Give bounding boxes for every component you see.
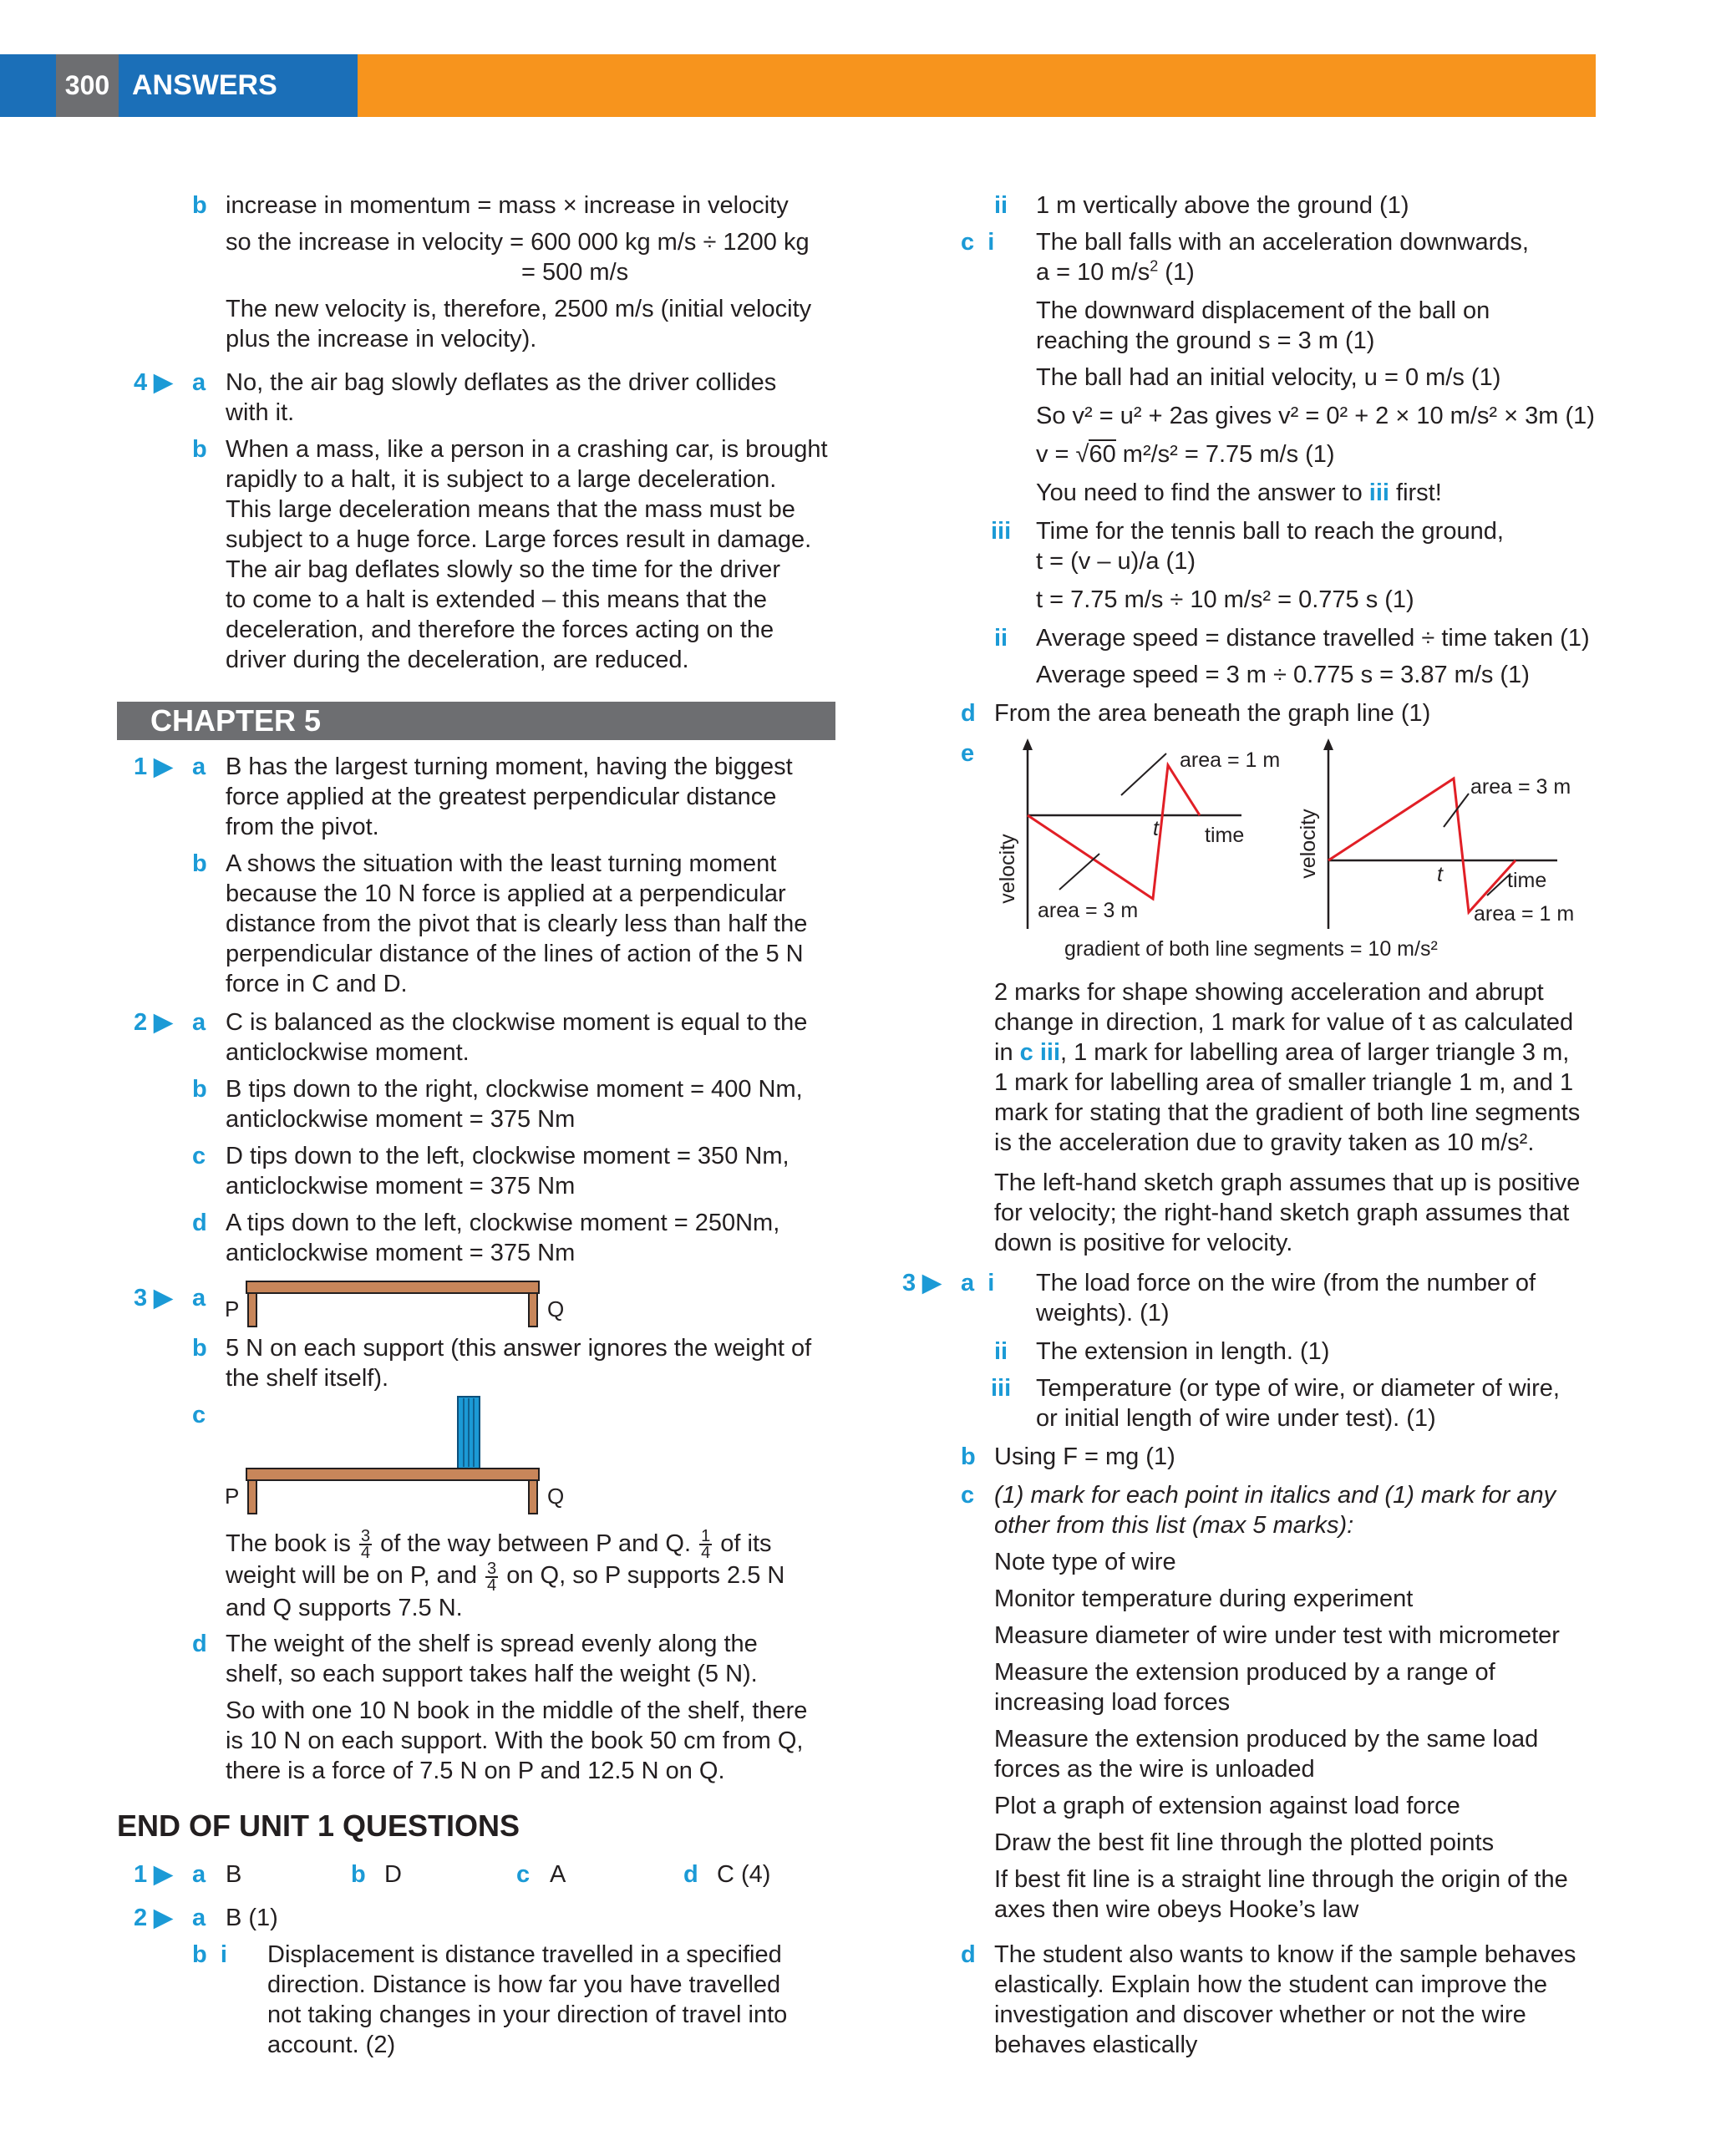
right-graph [1297, 738, 1574, 929]
series-line [1028, 765, 1200, 899]
item-label: a i [961, 1270, 995, 1296]
support-q [529, 1293, 537, 1327]
t-label: t [1437, 863, 1443, 886]
list-item: Measure the extension produced by a range of increasing load forces [994, 1659, 1495, 1716]
item-label: iii [991, 518, 1012, 545]
graph-caption: gradient of both line segments = 10 m/s² [1064, 937, 1438, 961]
arrow-icon [1023, 738, 1033, 750]
label-q: Q [547, 1296, 565, 1322]
answer-text: The ball had an initial velocity, u = 0 m/s (1) [1036, 364, 1501, 391]
label-p: P [225, 1296, 240, 1322]
x-axis-label: time [1205, 824, 1245, 847]
item-label: a [192, 1861, 206, 1888]
item-label: d [192, 1210, 207, 1236]
answer-text: B [226, 1861, 242, 1888]
list-item: Plot a graph of extension against load force [994, 1793, 1460, 1819]
list-item: If best fit line is a straight line through the origin of the axes then wire obeys Hooke’s law [994, 1866, 1568, 1923]
answer-text: The load force on the wire (from the number of weights). (1) [1036, 1270, 1536, 1327]
answer-text: The new velocity is, therefore, 2500 m/s (initial velocity plus the increase in velocity). [226, 296, 812, 353]
answer-text: A shows the situation with the least turning moment because the 10 N force is applied at a perpendicular distance from the pivot that is clearly less than half the perpendicular distance of the lines of action of the 5 N force in C and D. [226, 850, 808, 997]
list-item: Measure the extension produced by the same load forces as the wire is unloaded [994, 1726, 1539, 1783]
arrow-icon [1323, 738, 1333, 750]
answer-text: The extension in length. (1) [1036, 1338, 1330, 1365]
answer-text: D [384, 1861, 402, 1888]
answer-text: A tips down to the left, clockwise moment = 250Nm, anticlockwise moment = 375 Nm [226, 1210, 780, 1266]
answer-text: Displacement is distance travelled in a specified direction. Distance is how far you have travelled not taking changes in your direction of travel into account. (2) [267, 1941, 788, 2058]
label-q: Q [547, 1484, 565, 1509]
item-label: a [192, 753, 206, 780]
page-title: ANSWERS [132, 69, 277, 101]
item-label: c [192, 1402, 206, 1428]
answer-text: The book is $\frac{3}{4}$ of the way between P and Q. $\frac{1}{4}$ of its weight will be on P, and $\frac{3}{4}$ on Q, so P supports 2.5 N and Q supports 7.5 N. [226, 1527, 785, 1621]
shelf-plank [246, 1469, 539, 1480]
item-label: iii [991, 1375, 1012, 1402]
answer-text: From the area beneath the graph line (1) [994, 700, 1431, 727]
answer-text: v = √60 m²/s² = 7.75 m/s (1) [1036, 441, 1335, 468]
list-item: Monitor temperature during experiment [994, 1585, 1414, 1612]
answer-text: The ball falls with an acceleration downwards, a = 10 $m/s^2$ (1) [1036, 229, 1529, 286]
answer-text: (1) mark for each point in italics and (1) mark for any other from this list (max 5 marks): [994, 1482, 1556, 1539]
x-axis-label: time [1507, 869, 1547, 892]
answer-text: The weight of the shelf is spread evenly along the shelf, so each support takes half the weight (5 N). [226, 1631, 758, 1687]
answer-text: increase in momentum = mass × increase in velocity [226, 192, 789, 219]
answer-text: So with one 10 N book in the middle of the shelf, there is 10 N on each support. With the book 50 cm from Q, there is a force of 7.5 N on P and 12.5 N on Q. [226, 1697, 808, 1784]
question-number: 3 ▶ [902, 1270, 942, 1296]
answer-text: B has the largest turning moment, having the biggest force applied at the greatest perpendicular distance from the pivot. [226, 753, 793, 840]
answer-text: so the increase in velocity = 600 000 kg m/s ÷ 1200 kg [226, 229, 810, 256]
answer-text: B (1) [226, 1905, 278, 1931]
item-label: d [192, 1631, 207, 1657]
header-accent [0, 54, 56, 117]
answer-text: No, the air bag slowly deflates as the driver collides with it. [226, 369, 777, 426]
item-label: c i [961, 229, 995, 256]
item-label: a [192, 1009, 206, 1036]
support-q [529, 1480, 537, 1514]
shelf-plank [246, 1281, 539, 1293]
answer-text: Average speed = distance travelled ÷ time taken (1) [1036, 625, 1590, 652]
item-label: b [961, 1443, 976, 1470]
area-label-top: area = 1 m [1180, 748, 1281, 772]
item-label: a [192, 1905, 206, 1931]
item-label: c [961, 1482, 975, 1509]
y-axis-label: velocity [1297, 809, 1320, 879]
item-label: ii [994, 1338, 1008, 1365]
question-number: 2 ▶ [134, 1009, 173, 1036]
answer-text: Time for the tennis ball to reach the ground, t = (v – u)/a (1) [1036, 518, 1504, 575]
page-number: 300 [56, 54, 119, 117]
series-line [1328, 779, 1516, 912]
answer-text: 1 m vertically above the ground (1) [1036, 192, 1409, 219]
t-label: t [1153, 817, 1159, 840]
item-label: c [516, 1861, 531, 1888]
label-p: P [225, 1484, 240, 1509]
question-number: 2 ▶ [134, 1905, 173, 1931]
item-label: b [192, 192, 207, 219]
answer-text: C is balanced as the clockwise moment is equal to the anticlockwise moment. [226, 1009, 808, 1066]
item-label: ii [994, 192, 1008, 219]
method-list [994, 1547, 1568, 1931]
item-label: c [192, 1143, 206, 1169]
chapter-heading: CHAPTER 5 [117, 702, 835, 740]
answer-text: B tips down to the right, clockwise moment = 400 Nm, anticlockwise moment = 375 Nm [226, 1076, 803, 1133]
item-label: b [192, 436, 207, 463]
item-label: b [192, 1076, 207, 1103]
area-label-bottom: area = 3 m [1038, 899, 1139, 922]
question-number: 1 ▶ [134, 753, 173, 780]
answer-text: The left-hand sketch graph assumes that up is positive for velocity; the right-hand sketch graph assumes that down is positive for velocity. [994, 1169, 1581, 1256]
area-label-bottom: area = 1 m [1474, 902, 1575, 926]
answer-text: = 500 m/s [521, 259, 629, 286]
answer-text: D tips down to the left, clockwise moment = 350 Nm, anticlockwise moment = 375 Nm [226, 1143, 789, 1200]
area-pointer [1121, 753, 1166, 795]
item-label: a [192, 369, 206, 396]
area-pointer [1059, 854, 1099, 890]
answer-text: You need to find the answer to iii first! [1036, 479, 1442, 506]
area-label-top: area = 3 m [1470, 775, 1571, 799]
support-p [248, 1293, 256, 1327]
shelf-diagram [221, 1278, 572, 1337]
item-label: d [961, 1941, 976, 1968]
answer-text: The student also wants to know if the sample behaves elastically. Explain how the student can improve the investigation and discover whether or not the wire behaves elastically [994, 1941, 1576, 2058]
item-label: b [351, 1861, 366, 1888]
item-label: b i [192, 1941, 227, 1968]
section-heading: END OF UNIT 1 QUESTIONS [117, 1809, 520, 1843]
velocity-time-graphs [986, 735, 1621, 969]
answer-text: t = 7.75 m/s ÷ 10 m/s² = 0.775 s (1) [1036, 586, 1414, 613]
item-label: b [192, 1335, 207, 1362]
item-label: b [192, 850, 207, 877]
item-label: d [683, 1861, 698, 1888]
answer-text: C (4) [717, 1861, 771, 1888]
answer-text: The downward displacement of the ball on reaching the ground s = 3 m (1) [1036, 297, 1490, 354]
question-number: 3 ▶ [134, 1285, 173, 1311]
question-number: 1 ▶ [134, 1861, 173, 1888]
item-label: a [192, 1285, 206, 1311]
list-item: Note type of wire [994, 1549, 1176, 1575]
answer-text: A [550, 1861, 566, 1888]
answer-text: Temperature (or type of wire, or diameter of wire, or initial length of wire under test). (1) [1036, 1375, 1560, 1432]
left-graph [996, 738, 1280, 929]
answer-text: 5 N on each support (this answer ignores the weight of the shelf itself). [226, 1335, 812, 1392]
answer-text: So v² = u² + 2as gives v² = 0² + 2 × 10 m/s² × 3m (1) [1036, 403, 1595, 429]
y-axis-label: velocity [996, 834, 1019, 904]
answer-text: 2 marks for shape showing acceleration and abrupt change in direction, 1 mark for value of t as calculated in c iii, 1 mark for labelling area of larger triangle 3 m, 1 mark for labelling area of smaller triangle 1 m, and 1 mark for stating that the gradient of both line segments is the acceleration due to gravity taken as 10 m/s². [994, 979, 1581, 1156]
item-label: ii [994, 625, 1008, 652]
list-item: Draw the best fit line through the plotted points [994, 1829, 1495, 1856]
answer-text: When a mass, like a person in a crashing car, is brought rapidly to a halt, it is subject to a large deceleration. This large deceleration means that the mass must be subject to a huge force. Large forces result in damage. The air bag deflates slowly so the time for the driver to come to a halt is extended – this means that the deceleration, and therefore the forces acting on the driver during the deceleration, are reduced. [226, 436, 828, 673]
item-label: e [961, 740, 975, 767]
question-number: 4 ▶ [134, 369, 173, 396]
list-item: Measure diameter of wire under test with micrometer [994, 1622, 1560, 1649]
answer-text: Average speed = 3 m ÷ 0.775 s = 3.87 m/s (1) [1036, 662, 1530, 688]
item-label: d [961, 700, 976, 727]
answer-text: Using F = mg (1) [994, 1443, 1175, 1470]
support-p [248, 1480, 256, 1514]
shelf-book-diagram [221, 1395, 572, 1520]
